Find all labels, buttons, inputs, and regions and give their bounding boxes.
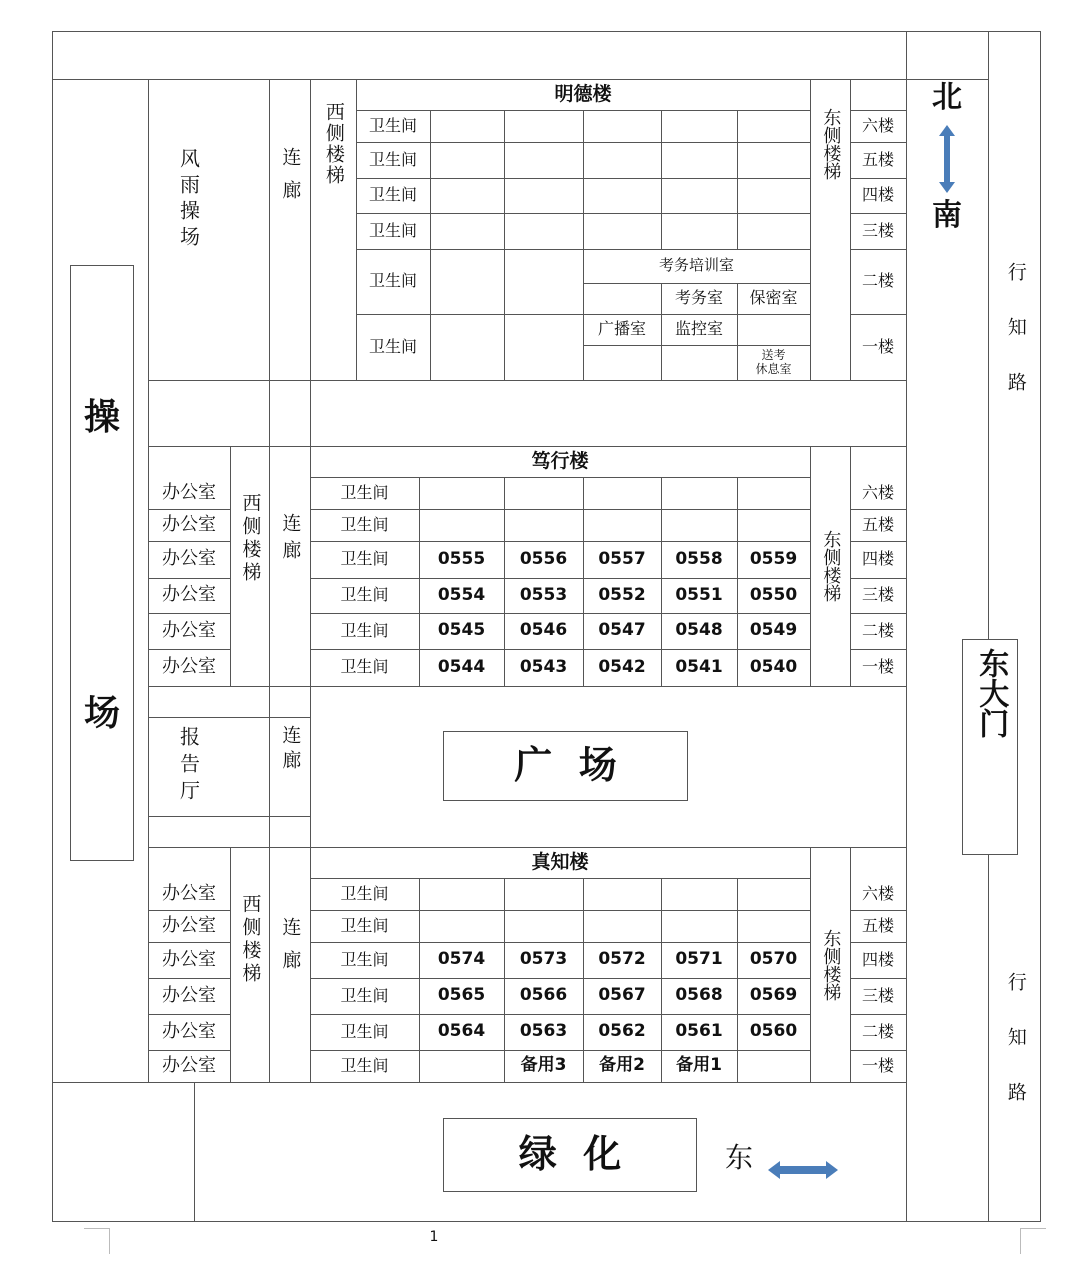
zhenzhi-restroom: 卫生间 — [340, 949, 389, 969]
duxing-room: 0552 — [598, 584, 646, 605]
north-south-arrow-icon — [937, 124, 957, 194]
zhenzhi-floor-5: 五楼 — [861, 915, 894, 935]
duxing-room: 0540 — [749, 656, 798, 677]
corridor-label-2: 连廊 — [279, 513, 302, 567]
zhenzhi-room — [583, 910, 661, 942]
greenery-label: 绿 化 — [518, 1132, 622, 1177]
road-outer-line — [988, 31, 989, 1222]
duxing-room: 0548 — [675, 620, 723, 641]
duxing-room — [504, 509, 583, 541]
road-label-bottom: 行知路 — [1004, 972, 1027, 1137]
zhenzhi-room: 0561 — [675, 1021, 723, 1042]
block-line — [148, 380, 907, 381]
zhenzhi-room: 0560 — [749, 1021, 798, 1042]
duxing-room: 0556 — [519, 548, 568, 569]
mingde-restroom: 卫生间 — [368, 115, 417, 135]
duxing-restroom: 卫生间 — [340, 585, 389, 605]
zhenzhi-room: 0572 — [598, 949, 646, 970]
duxing-floor-1: 一楼 — [861, 657, 894, 677]
zhenzhi-room: 0563 — [519, 1021, 568, 1042]
duxing-room: 0554 — [437, 584, 486, 605]
duxing-floor-2: 二楼 — [861, 620, 894, 640]
mingde-floor-1: 一楼 — [861, 336, 894, 356]
zhenzhi-room: 0574 — [437, 949, 486, 970]
duxing-office: 办公室 — [162, 548, 216, 570]
duxing-floor-6: 六楼 — [861, 482, 894, 502]
duxing-room: 0550 — [749, 584, 798, 605]
zhenzhi-restroom: 卫生间 — [340, 1055, 389, 1075]
zhenzhi-east-stairs: 东侧楼梯 — [820, 928, 842, 1001]
compass-east-label: 东 — [724, 1140, 753, 1174]
block-line — [310, 380, 311, 446]
mingde-restroom: 卫生间 — [368, 336, 417, 356]
compass-south-label: 南 — [932, 197, 962, 233]
duxing-east-stairs: 东侧楼梯 — [820, 530, 842, 602]
mingde-restroom: 卫生间 — [368, 271, 417, 291]
zhenzhi-room — [419, 878, 504, 910]
grid-line — [583, 110, 584, 249]
grid-line — [850, 847, 906, 848]
west-stairs-label-3: 西侧楼梯 — [239, 893, 262, 986]
grid-line — [430, 249, 431, 380]
zhenzhi-room — [661, 878, 737, 910]
duxing-restroom: 卫生间 — [340, 482, 389, 502]
zhenzhi-room — [737, 1050, 810, 1082]
duxing-room: 0541 — [675, 656, 723, 677]
block-line — [269, 380, 270, 446]
duxing-room — [504, 477, 583, 509]
zhenzhi-room: 0571 — [675, 949, 723, 970]
duxing-room: 0543 — [519, 656, 568, 677]
plaza-label: 广 场 — [514, 743, 617, 788]
duxing-office: 办公室 — [162, 584, 216, 606]
block-line — [310, 686, 311, 847]
zhenzhi-office: 办公室 — [162, 984, 216, 1006]
duxing-restroom: 卫生间 — [340, 657, 389, 677]
duxing-room: 0549 — [749, 620, 798, 641]
duxing-room: 0547 — [598, 620, 646, 641]
duxing-room — [583, 477, 661, 509]
rain-playground-label: 风雨操场 — [176, 148, 201, 252]
duxing-room — [419, 477, 504, 509]
zhenzhi-room: 0569 — [749, 985, 798, 1006]
grid-line — [430, 110, 431, 249]
duxing-office: 办公室 — [162, 481, 216, 503]
compass-north-label: 北 — [932, 79, 962, 115]
monitoring-room: 监控室 — [674, 319, 723, 339]
grid-line — [850, 446, 906, 447]
mingde-floor-6: 六楼 — [861, 115, 894, 135]
zhenzhi-room: 0562 — [598, 1021, 646, 1042]
zhenzhi-restroom: 卫生间 — [340, 915, 389, 935]
zhenzhi-restroom: 卫生间 — [340, 1021, 389, 1041]
zhenzhi-room — [583, 878, 661, 910]
playground-box — [70, 265, 134, 861]
zhenzhi-room — [419, 1050, 504, 1082]
road-column-line — [906, 31, 907, 1222]
duxing-room: 0555 — [437, 548, 486, 569]
zhenzhi-room — [661, 910, 737, 942]
corridor-label-1: 连廊 — [279, 147, 302, 213]
zhenzhi-room: 备用1 — [676, 1055, 722, 1076]
mingde-restroom: 卫生间 — [368, 149, 417, 169]
zhenzhi-floor-6: 六楼 — [861, 883, 894, 903]
duxing-floor-5: 五楼 — [861, 514, 894, 534]
zhenzhi-room: 0567 — [598, 985, 646, 1006]
mingde-restroom: 卫生间 — [368, 185, 417, 205]
greenery-divider — [194, 1082, 195, 1222]
duxing-office: 办公室 — [162, 656, 216, 678]
zhenzhi-room: 备用2 — [599, 1055, 645, 1076]
zhenzhi-floor-4: 四楼 — [861, 949, 894, 969]
report-hall-label: 报告厅 — [176, 726, 201, 807]
zhenzhi-office: 办公室 — [162, 882, 216, 904]
playground-label-top: 操 — [83, 397, 120, 439]
mingde-restroom: 卫生间 — [368, 220, 417, 240]
duxing-room: 0551 — [675, 584, 723, 605]
zhenzhi-room: 0568 — [675, 985, 723, 1006]
corridor-label-3: 连廊 — [279, 725, 302, 775]
zhenzhi-office: 办公室 — [162, 914, 216, 936]
grid-line — [661, 110, 662, 249]
zhenzhi-room — [419, 910, 504, 942]
zhenzhi-restroom: 卫生间 — [340, 985, 389, 1005]
zhenzhi-title: 真知楼 — [531, 850, 589, 873]
zhenzhi-room: 0573 — [519, 949, 568, 970]
exam-affairs-room: 考务室 — [674, 288, 723, 308]
mingde-title: 明德楼 — [554, 82, 612, 105]
duxing-room: 0553 — [519, 584, 568, 605]
duxing-floor-4: 四楼 — [861, 549, 894, 569]
west-stairs-label-2: 西侧楼梯 — [239, 492, 262, 585]
corridor-label-4: 连廊 — [279, 917, 302, 983]
duxing-room — [661, 477, 737, 509]
duxing-office: 办公室 — [162, 513, 216, 535]
duxing-room — [661, 509, 737, 541]
duxing-room — [583, 509, 661, 541]
zhenzhi-room — [504, 910, 583, 942]
block-line — [148, 816, 310, 817]
duxing-room — [737, 509, 810, 541]
grid-line — [504, 249, 505, 380]
duxing-restroom: 卫生间 — [340, 514, 389, 534]
duxing-room — [419, 509, 504, 541]
zhenzhi-floor-1: 一楼 — [861, 1055, 894, 1075]
duxing-room: 0544 — [437, 656, 486, 677]
bottom-band-line — [52, 1082, 907, 1083]
road-label-top: 行知路 — [1004, 262, 1027, 427]
duxing-restroom: 卫生间 — [340, 549, 389, 569]
zhenzhi-room — [504, 878, 583, 910]
grid-line — [504, 110, 505, 249]
page-number: 1 — [429, 1228, 439, 1245]
zhenzhi-room: 0565 — [437, 985, 486, 1006]
zhenzhi-room — [737, 878, 810, 910]
corner-mark-left — [84, 1228, 110, 1254]
confidential-room: 保密室 — [749, 288, 798, 308]
mingde-floor-2: 二楼 — [861, 271, 894, 291]
zhenzhi-room — [737, 910, 810, 942]
duxing-floor-3: 三楼 — [861, 585, 894, 605]
zhenzhi-office: 办公室 — [162, 1020, 216, 1042]
duxing-room: 0558 — [675, 548, 723, 569]
block-line — [269, 79, 270, 381]
duxing-title: 笃行楼 — [531, 449, 589, 472]
duxing-room: 0559 — [749, 548, 798, 569]
exam-training-room: 考务培训室 — [658, 256, 734, 275]
mingde-floor-3: 三楼 — [861, 220, 894, 240]
zhenzhi-floor-2: 二楼 — [861, 1021, 894, 1041]
duxing-room: 0557 — [598, 548, 646, 569]
mingde-east-stairs: 东侧楼梯 — [820, 108, 842, 180]
corner-mark-right — [1020, 1228, 1046, 1254]
mingde-floor-4: 四楼 — [861, 185, 894, 205]
block-line — [148, 686, 907, 687]
playground-label-bottom: 场 — [83, 693, 120, 735]
zhenzhi-floor-3: 三楼 — [861, 985, 894, 1005]
duxing-room — [737, 477, 810, 509]
grid-line — [737, 110, 738, 249]
zhenzhi-office: 办公室 — [162, 948, 216, 970]
zhenzhi-restroom: 卫生间 — [340, 883, 389, 903]
east-gate-label: 东大门 — [973, 648, 1009, 738]
duxing-restroom: 卫生间 — [340, 620, 389, 640]
east-west-arrow-icon — [766, 1159, 840, 1181]
zhenzhi-room: 0570 — [749, 949, 798, 970]
duxing-room: 0546 — [519, 620, 568, 641]
zhenzhi-room: 0564 — [437, 1021, 486, 1042]
west-stairs-label-1: 西侧楼梯 — [322, 102, 345, 186]
duxing-room: 0545 — [437, 620, 486, 641]
zhenzhi-office: 办公室 — [162, 1054, 216, 1076]
broadcast-room: 广播室 — [597, 319, 646, 339]
zhenzhi-room: 备用3 — [520, 1055, 567, 1076]
mingde-floor-5: 五楼 — [861, 149, 894, 169]
zhenzhi-room: 0566 — [519, 985, 568, 1006]
duxing-room: 0542 — [598, 656, 646, 677]
exam-lounge: 送考 休息室 — [755, 347, 792, 376]
duxing-office: 办公室 — [162, 619, 216, 641]
